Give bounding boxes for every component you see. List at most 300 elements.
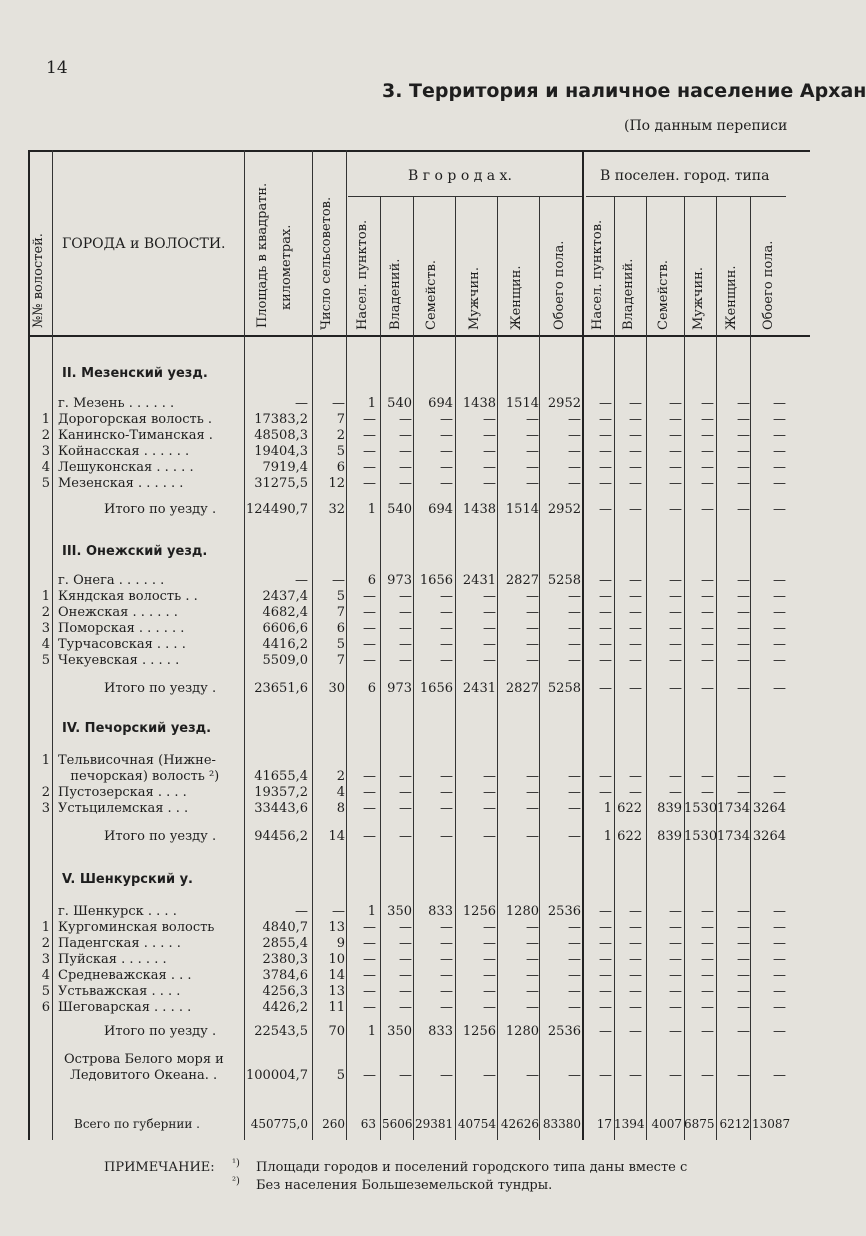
cell: — xyxy=(737,681,750,696)
cell: — xyxy=(526,476,539,491)
cell: — xyxy=(526,936,539,951)
row-no: 2 xyxy=(41,428,50,443)
cell: — xyxy=(526,637,539,652)
cell: 1 xyxy=(367,502,376,517)
cell: — xyxy=(363,444,376,459)
cell: 6 xyxy=(367,573,376,588)
cell: — xyxy=(629,460,642,475)
cell: — xyxy=(737,428,750,443)
row-area: 4256,3 xyxy=(262,984,308,999)
cell: — xyxy=(629,476,642,491)
cell: — xyxy=(629,681,642,696)
row-no: 6 xyxy=(41,1000,50,1015)
cell: 1734 xyxy=(716,801,750,816)
header-p-both: Обоего пола. xyxy=(761,240,776,330)
cell: — xyxy=(599,428,612,443)
cell: — xyxy=(737,952,750,967)
cell: — xyxy=(483,621,496,636)
cell: — xyxy=(599,573,612,588)
cell: — xyxy=(701,1068,714,1083)
cities-group-rule xyxy=(348,196,582,197)
header-soviets: Число сельсоветов. xyxy=(319,196,334,330)
cell: — xyxy=(526,1068,539,1083)
cell: — xyxy=(629,920,642,935)
cell: — xyxy=(363,653,376,668)
cell: — xyxy=(701,936,714,951)
cell: 6 xyxy=(367,681,376,696)
cell: — xyxy=(701,1024,714,1039)
row-area: 17383,2 xyxy=(254,412,308,427)
row-name: Кяндская волость . . xyxy=(58,589,198,604)
cell: — xyxy=(363,621,376,636)
row-area: — xyxy=(295,396,308,411)
cell: — xyxy=(669,968,682,983)
cell: — xyxy=(568,785,581,800)
row-no: 1 xyxy=(41,589,50,604)
row-name: Поморская . . . . . . xyxy=(58,621,185,636)
row-no: 3 xyxy=(41,621,50,636)
cell: — xyxy=(568,444,581,459)
table-subtitle: (По данным переписи xyxy=(624,118,788,134)
total-soviets: 30 xyxy=(328,681,345,696)
cell: — xyxy=(399,769,412,784)
grand-total-soviets: 260 xyxy=(322,1117,345,1131)
cell: — xyxy=(629,785,642,800)
cell: 540 xyxy=(387,396,412,411)
cell: 694 xyxy=(428,502,453,517)
cell: — xyxy=(399,952,412,967)
cell: — xyxy=(701,984,714,999)
cell: — xyxy=(737,573,750,588)
cell: — xyxy=(399,801,412,816)
row-soviets: 9 xyxy=(336,936,345,951)
row-soviets: — xyxy=(332,573,345,588)
table-row xyxy=(0,396,810,412)
islands-row-line1 xyxy=(0,1052,810,1068)
cell: 5606 xyxy=(382,1117,413,1131)
cell: 839 xyxy=(657,801,682,816)
row-area: 4416,2 xyxy=(262,637,308,652)
cell: — xyxy=(363,412,376,427)
table-row xyxy=(0,428,810,444)
cell: 833 xyxy=(428,1024,453,1039)
row-area: 2855,4 xyxy=(262,936,308,951)
cell: — xyxy=(737,968,750,983)
row-name: Дорогорская волость . xyxy=(58,412,213,427)
row-area: 41655,4 xyxy=(254,769,308,784)
cell: — xyxy=(669,444,682,459)
cell: — xyxy=(440,428,453,443)
header-cities-group: В г о р о д а х. xyxy=(408,168,512,184)
cell: — xyxy=(629,936,642,951)
row-soviets: 2 xyxy=(336,428,345,443)
row-no: 3 xyxy=(41,952,50,967)
cell: — xyxy=(526,460,539,475)
cell: — xyxy=(483,829,496,844)
row-soviets: 7 xyxy=(336,605,345,620)
row-no: 2 xyxy=(41,936,50,951)
total-soviets: 14 xyxy=(328,829,345,844)
table-row xyxy=(0,936,810,952)
cell: — xyxy=(629,904,642,919)
header-bottom-rule xyxy=(28,335,810,337)
row-soviets: — xyxy=(332,396,345,411)
cell: — xyxy=(773,396,786,411)
cell: — xyxy=(773,968,786,983)
cell: — xyxy=(701,785,714,800)
row-no: 1 xyxy=(41,920,50,935)
cell: — xyxy=(526,920,539,935)
cell: — xyxy=(599,920,612,935)
row-area: 6606,6 xyxy=(262,621,308,636)
row-name: Мезенская . . . . . . xyxy=(58,476,184,491)
section-title: II. Мезенский уезд. xyxy=(62,366,208,381)
row-no: 1 xyxy=(41,753,50,768)
cell: — xyxy=(363,476,376,491)
cell: — xyxy=(773,460,786,475)
cell: — xyxy=(599,412,612,427)
cell: — xyxy=(526,801,539,816)
cell: 1280 xyxy=(505,904,539,919)
cell: — xyxy=(399,653,412,668)
row-soviets: 5 xyxy=(336,589,345,604)
cell: — xyxy=(483,653,496,668)
row-no: 4 xyxy=(41,637,50,652)
cell: 1530 xyxy=(684,829,718,844)
cell: — xyxy=(483,589,496,604)
row-soviets: 5 xyxy=(336,444,345,459)
cell: — xyxy=(773,589,786,604)
cell: — xyxy=(737,904,750,919)
cell: — xyxy=(669,573,682,588)
grand-total-area: 450775,0 xyxy=(250,1117,308,1131)
cell: — xyxy=(629,428,642,443)
cell: — xyxy=(363,952,376,967)
cell: — xyxy=(701,589,714,604)
cell: — xyxy=(701,968,714,983)
cell: — xyxy=(599,968,612,983)
cell: — xyxy=(701,952,714,967)
cell: — xyxy=(773,1000,786,1015)
row-soviets: 6 xyxy=(336,621,345,636)
cell: — xyxy=(737,476,750,491)
row-name: Лешуконская . . . . . xyxy=(58,460,194,475)
cell: — xyxy=(737,502,750,517)
row-area: 31275,5 xyxy=(254,476,308,491)
cell: — xyxy=(599,605,612,620)
cell: — xyxy=(773,920,786,935)
cell: — xyxy=(440,968,453,983)
cell: 2536 xyxy=(547,904,581,919)
cell: — xyxy=(399,412,412,427)
cell: — xyxy=(526,444,539,459)
total-area: 23651,6 xyxy=(254,681,308,696)
table-row xyxy=(0,476,810,492)
cell: — xyxy=(440,920,453,935)
cell: — xyxy=(773,1068,786,1083)
cell: 1394 xyxy=(614,1117,645,1131)
cell: — xyxy=(629,621,642,636)
row-name: Канинско-Тиманская . xyxy=(58,428,213,443)
islands-area: 100004,7 xyxy=(246,1068,309,1083)
cell: — xyxy=(629,589,642,604)
row-no: 5 xyxy=(41,476,50,491)
cell: — xyxy=(629,1024,642,1039)
cell: 1656 xyxy=(419,573,453,588)
cell: — xyxy=(669,769,682,784)
cell: — xyxy=(363,1000,376,1015)
cell: — xyxy=(483,952,496,967)
cell: — xyxy=(568,920,581,935)
cell: — xyxy=(483,428,496,443)
total-label: Итого по уезду . xyxy=(104,829,217,844)
cell: — xyxy=(363,801,376,816)
cell: — xyxy=(568,637,581,652)
table-top-rule xyxy=(28,150,810,152)
table-row xyxy=(0,460,810,476)
row-name: Пустозерская . . . . xyxy=(58,785,187,800)
cell: 1438 xyxy=(462,396,496,411)
cell: 2952 xyxy=(547,502,581,517)
islands-name-line2: Ледовитого Океана. . xyxy=(70,1068,218,1083)
row-area: — xyxy=(295,573,308,588)
cell: — xyxy=(526,785,539,800)
row-name: Средневажская . . . xyxy=(58,968,192,983)
row-soviets: 6 xyxy=(336,460,345,475)
cell: — xyxy=(669,589,682,604)
cell: — xyxy=(599,681,612,696)
cell: 839 xyxy=(657,829,682,844)
cell: — xyxy=(701,1000,714,1015)
section-title: IV. Печорский уезд. xyxy=(62,721,212,736)
cell: — xyxy=(483,476,496,491)
row-name: Шеговарская . . . . . xyxy=(58,1000,192,1015)
cell: 622 xyxy=(617,829,642,844)
total-area: 124490,7 xyxy=(246,502,309,517)
cell: — xyxy=(483,785,496,800)
table-row xyxy=(0,785,810,801)
table-row xyxy=(0,653,810,669)
cell: — xyxy=(737,621,750,636)
table-row xyxy=(0,573,810,589)
row-no: 3 xyxy=(41,444,50,459)
cell: 1 xyxy=(367,1024,376,1039)
header-g-women: Женщин. xyxy=(509,265,524,330)
cell: — xyxy=(363,968,376,983)
cell: — xyxy=(599,502,612,517)
grand-total-row xyxy=(0,1116,810,1132)
cell: 1 xyxy=(367,396,376,411)
cell: — xyxy=(629,769,642,784)
cell: — xyxy=(399,621,412,636)
cell: — xyxy=(773,904,786,919)
cell: — xyxy=(629,605,642,620)
cell: — xyxy=(440,621,453,636)
cell: — xyxy=(568,428,581,443)
cell: — xyxy=(568,460,581,475)
row-no: 1 xyxy=(41,412,50,427)
cell: — xyxy=(363,769,376,784)
cell: — xyxy=(399,936,412,951)
cell: 540 xyxy=(387,502,412,517)
cell: — xyxy=(568,589,581,604)
cell: 1256 xyxy=(462,1024,496,1039)
cell: — xyxy=(599,621,612,636)
cell: — xyxy=(399,920,412,935)
row-area: 2437,4 xyxy=(262,589,308,604)
header-g-men: Мужчин. xyxy=(467,267,482,330)
cell: 4007 xyxy=(651,1117,682,1131)
cell: — xyxy=(526,952,539,967)
cell: 2536 xyxy=(547,1024,581,1039)
row-soviets: 5 xyxy=(336,637,345,652)
cell: — xyxy=(568,984,581,999)
settlements-group-rule xyxy=(586,196,786,197)
cell: 2431 xyxy=(462,573,496,588)
row-name: печорская) волость ²) xyxy=(58,769,220,784)
row-soviets: 12 xyxy=(328,476,345,491)
cell: — xyxy=(440,637,453,652)
cell: — xyxy=(526,829,539,844)
cell: — xyxy=(440,769,453,784)
row-area: 4682,4 xyxy=(262,605,308,620)
row-no: 4 xyxy=(41,968,50,983)
cell: — xyxy=(363,920,376,935)
cell: — xyxy=(773,605,786,620)
header-name: ГОРОДА и ВОЛОСТИ. xyxy=(62,236,226,252)
cell: — xyxy=(701,904,714,919)
row-area: 3784,6 xyxy=(262,968,308,983)
cell: 973 xyxy=(387,681,412,696)
cell: — xyxy=(599,952,612,967)
table-row xyxy=(0,801,810,817)
row-name: Пуйская . . . . . . xyxy=(58,952,167,967)
cell: — xyxy=(773,785,786,800)
cell: — xyxy=(399,444,412,459)
cell: — xyxy=(773,444,786,459)
cell: — xyxy=(669,1000,682,1015)
header-p-points: Насел. пунктов. xyxy=(590,219,605,330)
cell: — xyxy=(701,621,714,636)
cell: — xyxy=(629,444,642,459)
cell: — xyxy=(440,653,453,668)
cell: — xyxy=(701,653,714,668)
total-soviets: 70 xyxy=(328,1024,345,1039)
row-area: 19404,3 xyxy=(254,444,308,459)
cell: 42626 xyxy=(500,1117,539,1131)
cell: — xyxy=(773,476,786,491)
total-label: Итого по уезду . xyxy=(104,1024,217,1039)
cell: — xyxy=(440,785,453,800)
cell: — xyxy=(363,428,376,443)
islands-soviets: 5 xyxy=(336,1068,345,1083)
header-g-points: Насел. пунктов. xyxy=(355,219,370,330)
cell: — xyxy=(440,984,453,999)
row-soviets: 7 xyxy=(336,653,345,668)
total-row xyxy=(0,681,810,697)
cell: — xyxy=(599,1000,612,1015)
cell: — xyxy=(773,573,786,588)
row-name: Устьважская . . . . xyxy=(58,984,181,999)
cell: 350 xyxy=(387,1024,412,1039)
cell: — xyxy=(701,573,714,588)
cell: 5258 xyxy=(547,681,581,696)
cell: — xyxy=(629,637,642,652)
cell: — xyxy=(737,920,750,935)
total-soviets: 32 xyxy=(328,502,345,517)
cell: — xyxy=(440,801,453,816)
cell: — xyxy=(483,1000,496,1015)
cell: — xyxy=(669,653,682,668)
cell: 63 xyxy=(360,1117,376,1131)
cell: — xyxy=(669,936,682,951)
row-area: 7919,4 xyxy=(262,460,308,475)
cell: — xyxy=(701,412,714,427)
cell: — xyxy=(399,785,412,800)
row-soviets: 2 xyxy=(336,769,345,784)
cell: — xyxy=(440,444,453,459)
row-area: 5509,0 xyxy=(262,653,308,668)
cell: — xyxy=(629,952,642,967)
cell: — xyxy=(526,412,539,427)
row-no: 3 xyxy=(41,801,50,816)
row-area: 48508,3 xyxy=(254,428,308,443)
header-p-holdings: Владений. xyxy=(621,258,636,330)
cell: — xyxy=(483,801,496,816)
cell: — xyxy=(526,428,539,443)
cell: — xyxy=(701,460,714,475)
cell: 2827 xyxy=(505,681,539,696)
cell: — xyxy=(483,444,496,459)
cell: — xyxy=(483,984,496,999)
total-row xyxy=(0,1024,810,1040)
note-2-text: Без населения Большеземельской тундры. xyxy=(256,1178,553,1193)
cell: — xyxy=(440,476,453,491)
total-area: 22543,5 xyxy=(254,1024,308,1039)
cell: 1514 xyxy=(505,502,539,517)
total-area: 94456,2 xyxy=(254,829,308,844)
cell: — xyxy=(737,769,750,784)
cell: — xyxy=(737,785,750,800)
cell: — xyxy=(669,952,682,967)
section-title: III. Онежский уезд. xyxy=(62,544,208,559)
cell: — xyxy=(483,1068,496,1083)
total-row xyxy=(0,502,810,518)
cell: — xyxy=(399,428,412,443)
cell: 1 xyxy=(367,904,376,919)
cell: — xyxy=(599,589,612,604)
cell: — xyxy=(483,412,496,427)
header-no: №№ волостей. xyxy=(31,233,46,328)
notes-label: ПРИМЕЧАНИЕ: xyxy=(104,1160,215,1175)
cell: — xyxy=(773,637,786,652)
row-name: Турчасовская . . . . xyxy=(58,637,186,652)
cell: — xyxy=(669,785,682,800)
cell: 2431 xyxy=(462,681,496,696)
cell: — xyxy=(629,1000,642,1015)
cell: 6212 xyxy=(719,1117,750,1131)
cell: — xyxy=(399,829,412,844)
cell: — xyxy=(629,653,642,668)
cell: — xyxy=(773,769,786,784)
cell: — xyxy=(568,801,581,816)
cell: — xyxy=(399,1000,412,1015)
cell: — xyxy=(773,936,786,951)
cell: 13087 xyxy=(752,1117,791,1131)
cell: — xyxy=(363,637,376,652)
cell: — xyxy=(526,621,539,636)
header-g-families: Семейств. xyxy=(424,259,439,330)
